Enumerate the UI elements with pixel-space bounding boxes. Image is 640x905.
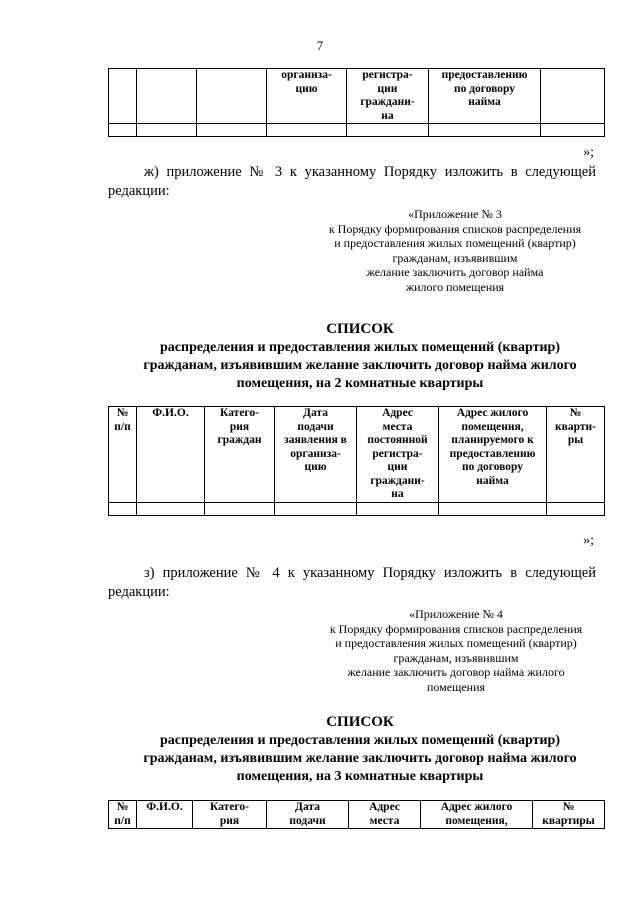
table-cell: предоставлению по договору найма — [429, 69, 541, 124]
amendment-paragraph: ж) приложение № 3 к указанному Порядку изложить в следующей редакции: — [108, 164, 596, 199]
column-header: Адрес жилого помещения, планируемого к предоставлению по договору найма — [439, 407, 547, 503]
table-cell — [347, 124, 429, 137]
column-header: № п/п — [109, 407, 137, 503]
column-header: Дата подачи заявления в организа- цию — [275, 407, 357, 503]
table-cell — [137, 124, 197, 137]
table-cell — [137, 502, 205, 515]
table-cell — [541, 124, 605, 137]
table-cell — [205, 502, 275, 515]
list-title: СПИСОК — [326, 714, 394, 730]
column-header: Ф.И.О. — [137, 407, 205, 503]
table-row — [109, 69, 605, 124]
list-heading — [100, 713, 620, 786]
table-cell — [439, 502, 547, 515]
table-cell — [109, 502, 137, 515]
page-number: 7 — [316, 38, 324, 53]
table-cell — [109, 124, 137, 137]
table-cell — [547, 502, 605, 515]
column-header: № квартиры — [533, 801, 605, 829]
table-cell — [197, 69, 267, 124]
column-header: Катего- рия граждан — [205, 407, 275, 503]
annex-header: «Приложение № 4 к Порядку формирования списков распределения и предоставления жилых помещений (квартир) гражданам, изъявившим желание заключить договор найма жилого помещения — [329, 607, 583, 694]
table-cell — [109, 69, 137, 124]
table-cell — [357, 502, 439, 515]
table-row — [109, 124, 605, 137]
table-header-row — [109, 801, 605, 829]
continued-table — [108, 68, 605, 137]
list-subtitle: распределения и предоставления жилых помещений (квартир) гражданам, изъявившим желание заключить договор найма жилого помещения, на 3 комнатные квартиры — [143, 733, 577, 784]
table-header-row — [109, 407, 605, 503]
table-cell: организа- цию — [267, 69, 347, 124]
table-cell — [275, 502, 357, 515]
list-heading — [100, 320, 620, 393]
column-header: Адрес места — [349, 801, 421, 829]
closing-quote: »; — [583, 145, 594, 160]
column-header: Адрес места постоянной регистра- ции граждани- на — [357, 407, 439, 503]
table-cell — [267, 124, 347, 137]
column-header: № п/п — [109, 801, 137, 829]
table-cell — [137, 69, 197, 124]
annex-header: «Приложение № 3 к Порядку формирования списков распределения и предоставления жилых помещений (квартир) гражданам, изъявившим желание заключить договор найма жилого помещения — [328, 207, 582, 294]
allocation-table — [108, 406, 605, 516]
closing-quote: »; — [583, 533, 594, 548]
list-title: СПИСОК — [326, 321, 394, 337]
column-header: Ф.И.О. — [137, 801, 193, 829]
column-header: № кварти- ры — [547, 407, 605, 503]
table-cell — [429, 124, 541, 137]
list-subtitle: распределения и предоставления жилых помещений (квартир) гражданам, изъявившим желание заключить договор найма жилого помещения, на 2 комнатные квартиры — [143, 340, 577, 391]
column-header: Катего- рия — [193, 801, 267, 829]
allocation-table — [108, 800, 605, 829]
table-cell — [197, 124, 267, 137]
table-cell: регистра- ции граждани- на — [347, 69, 429, 124]
amendment-paragraph: з) приложение № 4 к указанному Порядку изложить в следующей редакции: — [108, 565, 596, 600]
table-cell — [541, 69, 605, 124]
table-row — [109, 502, 605, 515]
column-header: Дата подачи — [267, 801, 349, 829]
column-header: Адрес жилого помещения, — [421, 801, 533, 829]
